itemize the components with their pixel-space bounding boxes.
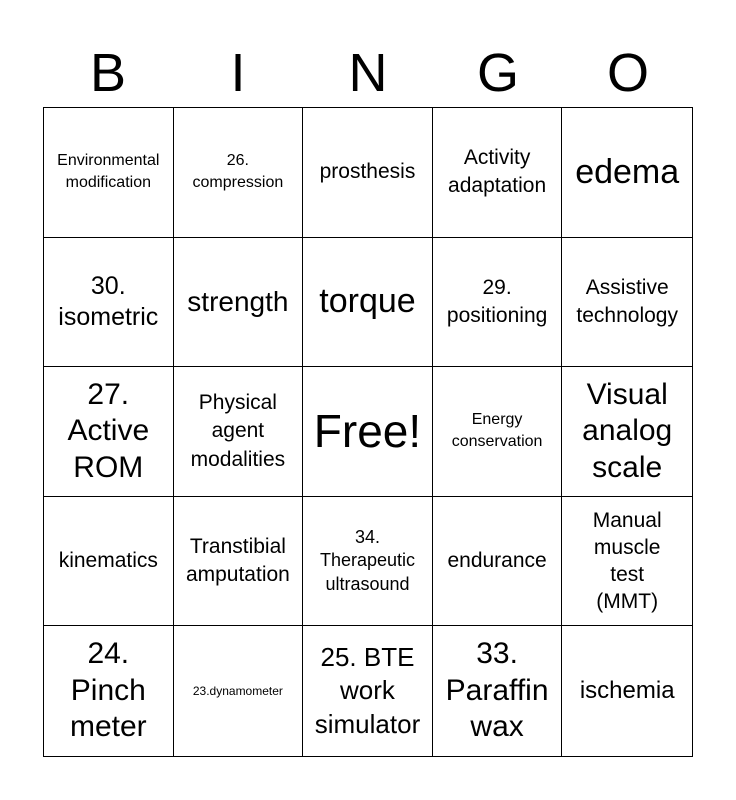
cell-text: edema [575,152,680,191]
header-letter-b: B [89,43,127,103]
cell-text: 29. positioning [446,275,548,327]
cell-text: Environmental modification [57,151,160,192]
header-letter-o: O [606,43,649,103]
cell-text: 34. Therapeutic ultrasound [319,527,416,594]
bingo-cell[interactable] [44,108,174,238]
cell-text: Physical agent modalities [190,390,286,471]
bingo-header [43,40,693,106]
cell-text: ischemia [579,677,675,704]
bingo-cell[interactable] [433,108,563,238]
cell-text: endurance [447,548,547,572]
cell-text: prosthesis [319,160,416,184]
bingo-cell[interactable] [174,626,304,756]
free-space[interactable] [303,367,433,497]
cell-text: Visual analog scale [582,377,673,484]
header-letter-n: N [348,43,388,103]
bingo-cell[interactable] [562,238,692,368]
cell-text: Assistive technology [576,275,678,327]
bingo-cell[interactable] [303,238,433,368]
bingo-cell[interactable] [174,238,304,368]
bingo-cell[interactable] [174,108,304,238]
cell-text: Manual muscle test (MMT) [592,508,662,614]
bingo-cell[interactable] [433,238,563,368]
cell-text: 27. Active ROM [67,377,150,484]
cell-text: Activity adaptation [448,145,547,198]
bingo-cell[interactable] [433,497,563,627]
cell-text: kinematics [58,548,158,572]
bingo-board [43,107,693,757]
cell-text: Transtibial amputation [185,534,290,587]
cell-text: torque [319,282,416,321]
cell-text: 30. isometric [58,272,159,331]
bingo-cell[interactable] [174,367,304,497]
cell-text: 33. Paraffin wax [445,637,549,744]
bingo-cell[interactable] [303,108,433,238]
cell-text: 23.dynamometer [192,684,283,698]
bingo-cell[interactable] [433,367,563,497]
bingo-cell[interactable] [562,497,692,627]
cell-text: 25. BTE work simulator [314,641,421,740]
bingo-cell[interactable] [44,238,174,368]
bingo-cell[interactable] [44,626,174,756]
free-space-label: Free! [313,405,422,458]
cell-text: strength [187,285,289,317]
bingo-cell[interactable] [174,497,304,627]
header-letter-g: G [476,43,519,103]
cell-text: Energy conservation [451,411,543,451]
cell-text: 24. Pinch meter [69,637,147,744]
bingo-cell[interactable] [44,497,174,627]
cell-text: 26. compression [192,151,284,192]
bingo-cell[interactable] [433,626,563,756]
bingo-cell[interactable] [303,626,433,756]
bingo-cell[interactable] [562,626,692,756]
bingo-cell[interactable] [303,497,433,627]
bingo-cell[interactable] [562,367,692,497]
header-letter-i: I [230,43,246,103]
bingo-cell[interactable] [562,108,692,238]
bingo-cell[interactable] [44,367,174,497]
